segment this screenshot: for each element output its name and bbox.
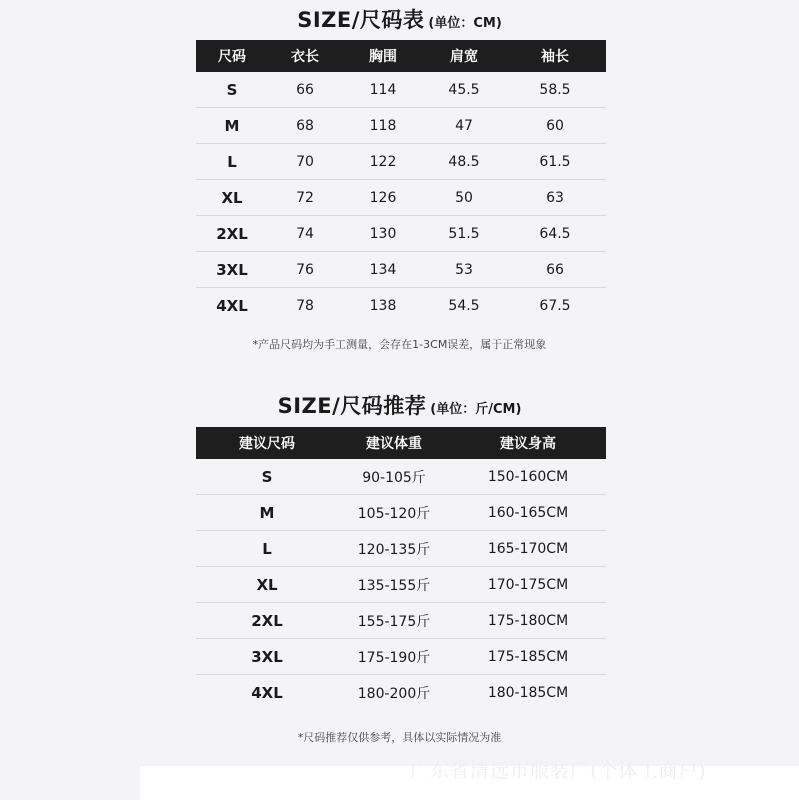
table-row (196, 531, 606, 567)
table-row (196, 180, 606, 216)
value-cell: 175-180CM (450, 603, 606, 639)
value-cell: 74 (268, 216, 342, 252)
size-recommend-table (196, 427, 606, 710)
value-cell: 105-120斤 (338, 495, 450, 531)
size-cell: S (196, 72, 268, 108)
header-cell: 衣长 (291, 49, 319, 65)
size-cell: 3XL (196, 639, 338, 675)
table-row (196, 603, 606, 639)
value-cell: 66 (268, 72, 342, 108)
value-cell: 51.5 (424, 216, 504, 252)
value-cell: 68 (268, 108, 342, 144)
value-cell: 175-185CM (450, 639, 606, 675)
value-cell: 160-165CM (450, 495, 606, 531)
size-recommend-body (196, 459, 606, 710)
value-cell: 126 (342, 180, 424, 216)
value-cell: 180-185CM (487, 684, 569, 701)
size-chart-note: *产品尺码均为手工测量，会存在1-3CM误差，属于正常现象 (252, 338, 547, 351)
value-cell: 114 (342, 72, 424, 108)
size-cell: L (196, 531, 338, 567)
value-cell: 150-160CM (450, 459, 606, 495)
value-cell: 50 (424, 180, 504, 216)
table-row (196, 108, 606, 144)
table-header-row (196, 40, 606, 72)
value-cell: 118 (342, 108, 424, 144)
value-cell: 175-190斤 (338, 639, 450, 675)
value-cell: 45.5 (424, 72, 504, 108)
size-recommend-title (0, 390, 799, 420)
header-cell: 建议身高 (500, 436, 556, 452)
value-cell: 76 (268, 252, 342, 288)
table-row (196, 144, 606, 180)
size-cell: 2XL (196, 603, 338, 639)
table-row (196, 459, 606, 495)
size-chart-title-text: SIZE/尺码表 (297, 8, 425, 32)
value-cell: 122 (342, 144, 424, 180)
size-cell: M (196, 495, 338, 531)
table-row (196, 567, 606, 603)
value-cell: 48.5 (424, 144, 504, 180)
size-cell: XL (196, 567, 338, 603)
size-cell: 4XL (216, 296, 248, 315)
table-header-row (196, 427, 606, 459)
header-cell: 袖长 (541, 49, 569, 65)
table-row (196, 72, 606, 108)
watermark-text: 广东省清远市服装厂(个体工商户) (410, 760, 707, 782)
value-cell: 170-175CM (450, 567, 606, 603)
header-cell: 建议体重 (366, 436, 422, 452)
value-cell: 130 (342, 216, 424, 252)
value-cell: 120-135斤 (338, 531, 450, 567)
value-cell: 180-200斤 (357, 685, 431, 702)
value-cell: 54.5 (448, 297, 480, 314)
size-cell: L (196, 144, 268, 180)
value-cell: 61.5 (504, 144, 606, 180)
table-row (196, 288, 606, 324)
size-chart-body (196, 72, 606, 323)
value-cell: 63 (504, 180, 606, 216)
header-cell: 胸围 (369, 49, 397, 65)
size-cell: 4XL (251, 683, 283, 702)
value-cell: 90-105斤 (338, 459, 450, 495)
value-cell: 135-155斤 (338, 567, 450, 603)
size-chart-title (0, 4, 799, 34)
header-cell: 建议尺码 (239, 436, 295, 452)
size-cell: M (196, 108, 268, 144)
size-cell: 3XL (196, 252, 268, 288)
value-cell: 67.5 (539, 297, 571, 314)
value-cell: 60 (504, 108, 606, 144)
value-cell: 134 (342, 252, 424, 288)
value-cell: 78 (296, 297, 314, 314)
size-chart-unit: (单位：CM) (428, 16, 502, 31)
value-cell: 155-175斤 (338, 603, 450, 639)
size-cell: S (196, 459, 338, 495)
value-cell: 66 (504, 252, 606, 288)
table-row (196, 495, 606, 531)
size-recommend-title-text: SIZE/尺码推荐 (277, 394, 427, 418)
value-cell: 53 (424, 252, 504, 288)
table-row (196, 675, 606, 711)
table-row (196, 216, 606, 252)
value-cell: 47 (424, 108, 504, 144)
value-cell: 138 (369, 297, 397, 314)
header-cell: 尺码 (218, 49, 246, 65)
size-recommend-section (0, 390, 799, 420)
table-row (196, 639, 606, 675)
size-recommend-unit: (单位：斤/CM) (430, 402, 522, 417)
value-cell: 58.5 (504, 72, 606, 108)
size-recommend-note: *尺码推荐仅供参考，具体以实际情况为准 (297, 731, 502, 744)
table-row (196, 252, 606, 288)
value-cell: 64.5 (504, 216, 606, 252)
size-cell: 2XL (196, 216, 268, 252)
value-cell: 165-170CM (450, 531, 606, 567)
size-chart-table (196, 40, 606, 323)
value-cell: 72 (268, 180, 342, 216)
size-chart-section (0, 4, 799, 34)
value-cell: 70 (268, 144, 342, 180)
header-cell: 肩宽 (450, 49, 478, 65)
size-cell: XL (196, 180, 268, 216)
